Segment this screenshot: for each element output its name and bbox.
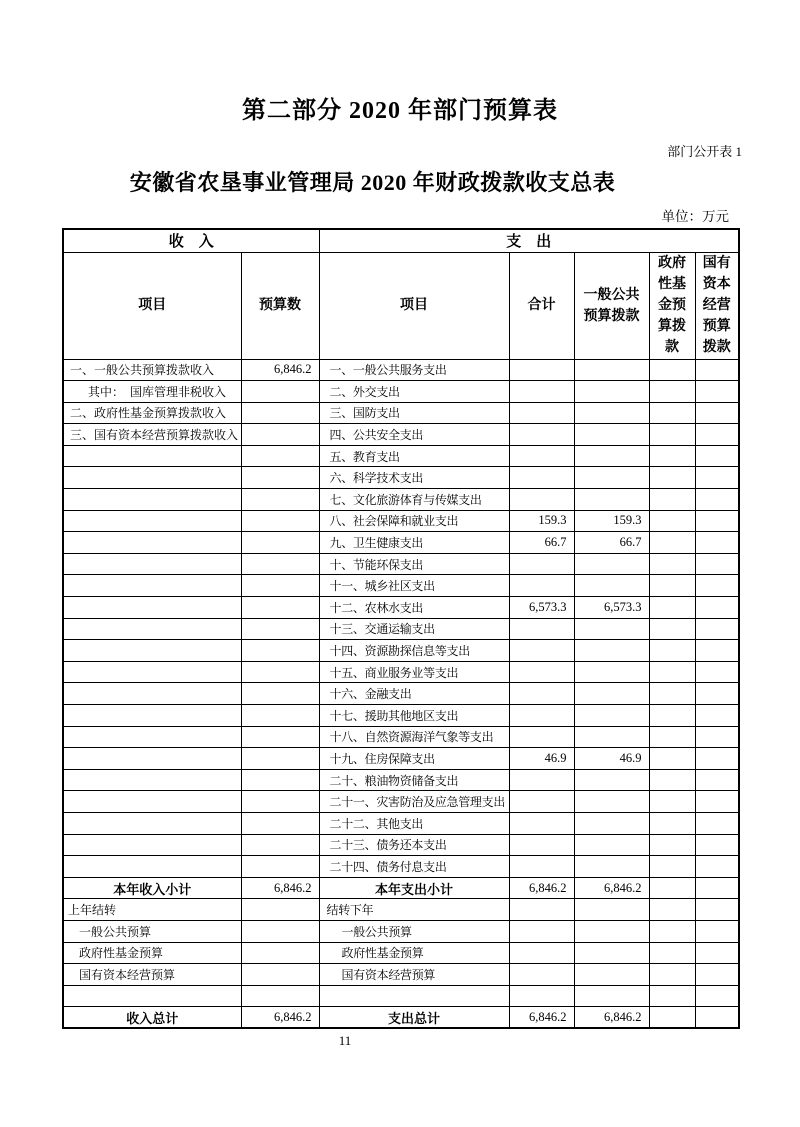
expense-section-header: 支 出 [319,229,739,252]
income-item-cell [63,640,241,662]
expense-capital-cell [695,942,739,964]
expense-fund-cell [649,705,695,727]
expense-fund-cell [649,769,695,791]
expense-total-cell [509,402,574,424]
expense-total-cell [509,791,574,813]
income-item-cell [63,769,241,791]
expense-item-cell: 二十四、债务付息支出 [319,856,509,878]
expense-general-cell [574,640,649,662]
expense-item-cell: 一、一般公共服务支出 [319,359,509,381]
expense-total-cell [509,942,574,964]
income-value-cell [241,445,319,467]
income-item-cell: 二、政府性基金预算拨款收入 [63,402,241,424]
expense-fund-cell [649,985,695,1007]
table-row [63,877,739,899]
expense-total-cell [509,964,574,986]
expense-item-cell: 二、外交支出 [319,381,509,403]
expense-item-cell: 十四、资源勘探信息等支出 [319,640,509,662]
income-value-cell [241,532,319,554]
table-row [63,510,739,532]
expense-fund-cell [649,899,695,921]
expense-item-cell: 本年支出小计 [319,877,509,899]
expense-general-cell [574,834,649,856]
income-item-cell [63,985,241,1007]
expense-total-cell [509,640,574,662]
expense-general-cell: 46.9 [574,748,649,770]
expense-item-cell: 九、卫生健康支出 [319,532,509,554]
expense-capital-cell [695,640,739,662]
expense-fund-cell [649,856,695,878]
income-item-cell [63,510,241,532]
expense-item-cell: 三、国防支出 [319,402,509,424]
expense-total-cell [509,899,574,921]
income-item-cell [63,618,241,640]
expense-fund-cell [649,942,695,964]
expense-total-cell: 6,846.2 [509,877,574,899]
income-item-cell: 三、国有资本经营预算拨款收入 [63,424,241,446]
expense-general-cell [574,445,649,467]
expense-total-cell [509,726,574,748]
expense-capital-cell [695,705,739,727]
expense-capital-cell [695,402,739,424]
expense-total-cell [509,553,574,575]
expense-capital-cell [695,510,739,532]
income-item-cell [63,856,241,878]
expense-total-cell [509,683,574,705]
expense-capital-cell [695,381,739,403]
expense-fund-cell [649,964,695,986]
expense-capital-cell [695,964,739,986]
income-value-cell [241,618,319,640]
expense-item-cell: 二十三、债务还本支出 [319,834,509,856]
income-item-cell: 其中： 国库管理非税收入 [63,381,241,403]
table-row [63,532,739,554]
expense-item-cell: 国有资本经营预算 [319,964,509,986]
income-value-cell [241,640,319,662]
table-row [63,834,739,856]
expense-fund-cell [649,445,695,467]
expense-capital-cell [695,769,739,791]
income-item-cell [63,705,241,727]
expense-item-cell: 十八、自然资源海洋气象等支出 [319,726,509,748]
expense-total-cell: 6,846.2 [509,1007,574,1029]
income-value-cell [241,812,319,834]
table-row [63,856,739,878]
income-item-cell [63,489,241,511]
table-row [63,640,739,662]
expense-item-cell: 十六、金融支出 [319,683,509,705]
expense-item-cell: 支出总计 [319,1007,509,1029]
expense-capital-cell [695,985,739,1007]
table-row [63,748,739,770]
expense-fund-cell [649,381,695,403]
expense-capital-cell [695,359,739,381]
expense-general-cell [574,791,649,813]
income-value-cell: 6,846.2 [241,359,319,381]
table-row [63,899,739,921]
income-item-cell [63,467,241,489]
income-item-cell [63,597,241,619]
table-row [63,359,739,381]
expense-total-cell: 6,573.3 [509,597,574,619]
income-value-cell [241,791,319,813]
income-item-cell [63,532,241,554]
expense-total-cell [509,920,574,942]
table-row [63,985,739,1007]
table-row [63,769,739,791]
expense-general-cell [574,964,649,986]
budget-table [62,228,740,1029]
income-value-cell [241,920,319,942]
expense-fund-cell [649,402,695,424]
expense-item-cell: 十五、商业服务业等支出 [319,661,509,683]
income-item-cell [63,445,241,467]
expense-fund-cell [649,812,695,834]
table-row [63,402,739,424]
expense-fund-cell [649,683,695,705]
table-row [63,467,739,489]
expense-capital-cell [695,834,739,856]
income-value-cell [241,964,319,986]
expense-item-cell: 十七、援助其他地区支出 [319,705,509,727]
expense-general-cell [574,661,649,683]
col-header-income-budget: 预算数 [241,252,319,359]
col-header-state-capital-budget: 国有资本经营预算拨款 [695,252,739,359]
expense-fund-cell [649,748,695,770]
expense-capital-cell [695,791,739,813]
income-value-cell [241,985,319,1007]
expense-fund-cell [649,424,695,446]
section-title: 第二部分 2020 年部门预算表 [242,98,558,124]
expense-capital-cell [695,618,739,640]
income-item-cell [63,834,241,856]
expense-general-cell [574,381,649,403]
expense-fund-cell [649,834,695,856]
expense-item-cell: 六、科学技术支出 [319,467,509,489]
expense-item-cell [319,985,509,1007]
table-row [63,445,739,467]
expense-fund-cell [649,359,695,381]
expense-item-cell: 十三、交通运输支出 [319,618,509,640]
expense-fund-cell [649,575,695,597]
expense-item-cell: 七、文化旅游体育与传媒支出 [319,489,509,511]
income-value-cell [241,489,319,511]
unit-note: 单位：万元 [661,209,729,224]
expense-total-cell [509,618,574,640]
page-number: 11 [338,1033,352,1048]
expense-general-cell [574,359,649,381]
table-row [63,424,739,446]
income-item-cell: 国有资本经营预算 [63,964,241,986]
expense-fund-cell [649,1007,695,1029]
expense-fund-cell [649,920,695,942]
expense-item-cell: 十二、农林水支出 [319,597,509,619]
income-value-cell [241,424,319,446]
expense-general-cell [574,467,649,489]
expense-total-cell [509,705,574,727]
expense-general-cell [574,812,649,834]
income-value-cell [241,942,319,964]
income-value-cell [241,510,319,532]
income-item-cell [63,748,241,770]
table-title: 安徽省农垦事业管理局 2020 年财政拨款收支总表 [129,170,616,195]
table-group-header-row [63,229,739,252]
expense-total-cell [509,834,574,856]
expense-general-cell [574,920,649,942]
income-value-cell [241,683,319,705]
expense-item-cell: 十九、住房保障支出 [319,748,509,770]
table-row [63,791,739,813]
expense-capital-cell [695,424,739,446]
expense-total-cell: 159.3 [509,510,574,532]
expense-item-cell: 十、节能环保支出 [319,553,509,575]
expense-capital-cell [695,899,739,921]
table-row [63,575,739,597]
expense-item-cell: 八、社会保障和就业支出 [319,510,509,532]
expense-total-cell [509,575,574,597]
income-item-cell [63,812,241,834]
income-value-cell [241,705,319,727]
expense-item-cell: 四、公共安全支出 [319,424,509,446]
expense-capital-cell [695,726,739,748]
expense-fund-cell [649,618,695,640]
income-value-cell [241,661,319,683]
income-value-cell [241,597,319,619]
income-item-cell [63,683,241,705]
expense-general-cell [574,705,649,727]
income-item-cell [63,553,241,575]
table-row [63,553,739,575]
income-value-cell [241,726,319,748]
table-row [63,489,739,511]
expense-general-cell: 6,573.3 [574,597,649,619]
expense-total-cell [509,424,574,446]
income-value-cell: 6,846.2 [241,1007,319,1029]
expense-total-cell: 66.7 [509,532,574,554]
expense-fund-cell [649,597,695,619]
expense-general-cell [574,942,649,964]
expense-general-cell [574,553,649,575]
expense-capital-cell [695,877,739,899]
income-value-cell [241,402,319,424]
col-header-general-public-budget: 一般公共预算拨款 [574,252,649,359]
expense-item-cell: 一般公共预算 [319,920,509,942]
income-value-cell [241,381,319,403]
income-value-cell [241,899,319,921]
table-row [63,683,739,705]
expense-item-cell: 二十二、其他支出 [319,812,509,834]
expense-total-cell [509,445,574,467]
income-item-cell: 政府性基金预算 [63,942,241,964]
expense-general-cell [574,726,649,748]
expense-general-cell [574,402,649,424]
expense-capital-cell [695,575,739,597]
col-header-income-item: 项目 [63,252,241,359]
expense-total-cell [509,769,574,791]
expense-general-cell [574,985,649,1007]
expense-item-cell: 政府性基金预算 [319,942,509,964]
expense-capital-cell [695,532,739,554]
col-header-expense-item: 项目 [319,252,509,359]
expense-capital-cell [695,1007,739,1029]
income-item-cell: 一般公共预算 [63,920,241,942]
table-row [63,705,739,727]
expense-fund-cell [649,553,695,575]
table-row [63,1007,739,1029]
expense-general-cell [574,618,649,640]
income-value-cell [241,467,319,489]
table-public-label: 部门公开表 1 [667,144,742,159]
income-value-cell: 6,846.2 [241,877,319,899]
expense-total-cell [509,985,574,1007]
expense-fund-cell [649,489,695,511]
expense-fund-cell [649,532,695,554]
income-item-cell [63,726,241,748]
col-header-expense-total: 合计 [509,252,574,359]
table-row [63,726,739,748]
table-row [63,812,739,834]
income-value-cell [241,769,319,791]
expense-general-cell [574,424,649,446]
expense-total-cell [509,812,574,834]
expense-capital-cell [695,445,739,467]
income-value-cell [241,575,319,597]
expense-total-cell [509,467,574,489]
expense-item-cell: 二十一、灾害防治及应急管理支出 [319,791,509,813]
expense-fund-cell [649,726,695,748]
expense-fund-cell [649,877,695,899]
expense-item-cell: 结转下年 [319,899,509,921]
expense-general-cell [574,683,649,705]
income-item-cell: 一、一般公共预算拨款收入 [63,359,241,381]
expense-capital-cell [695,920,739,942]
expense-item-cell: 十一、城乡社区支出 [319,575,509,597]
expense-capital-cell [695,812,739,834]
income-item-cell [63,575,241,597]
expense-total-cell [509,381,574,403]
expense-total-cell [509,661,574,683]
income-value-cell [241,553,319,575]
income-value-cell [241,834,319,856]
expense-item-cell: 二十、粮油物资储备支出 [319,769,509,791]
expense-general-cell: 66.7 [574,532,649,554]
expense-item-cell: 五、教育支出 [319,445,509,467]
table-column-header-row [63,252,739,359]
expense-capital-cell [695,467,739,489]
expense-capital-cell [695,489,739,511]
expense-capital-cell [695,553,739,575]
expense-total-cell [509,359,574,381]
expense-fund-cell [649,661,695,683]
expense-capital-cell [695,597,739,619]
col-header-government-fund-budget: 政府性基金预算拨款 [649,252,695,359]
expense-fund-cell [649,467,695,489]
table-row [63,661,739,683]
table-row [63,964,739,986]
expense-total-cell: 46.9 [509,748,574,770]
expense-fund-cell [649,640,695,662]
expense-capital-cell [695,856,739,878]
income-item-cell: 上年结转 [63,899,241,921]
expense-general-cell: 6,846.2 [574,1007,649,1029]
expense-capital-cell [695,748,739,770]
expense-capital-cell [695,661,739,683]
expense-general-cell: 159.3 [574,510,649,532]
income-item-cell [63,661,241,683]
expense-total-cell [509,856,574,878]
table-row [63,920,739,942]
expense-general-cell [574,769,649,791]
income-item-cell: 收入总计 [63,1007,241,1029]
expense-general-cell: 6,846.2 [574,877,649,899]
expense-total-cell [509,489,574,511]
expense-general-cell [574,489,649,511]
expense-general-cell [574,899,649,921]
income-value-cell [241,856,319,878]
expense-capital-cell [695,683,739,705]
income-value-cell [241,748,319,770]
income-item-cell: 本年收入小计 [63,877,241,899]
expense-general-cell [574,575,649,597]
table-row [63,618,739,640]
table-row [63,597,739,619]
table-row [63,942,739,964]
table-row [63,381,739,403]
expense-fund-cell [649,510,695,532]
income-section-header: 收 入 [63,229,319,252]
income-item-cell [63,791,241,813]
expense-fund-cell [649,791,695,813]
expense-general-cell [574,856,649,878]
